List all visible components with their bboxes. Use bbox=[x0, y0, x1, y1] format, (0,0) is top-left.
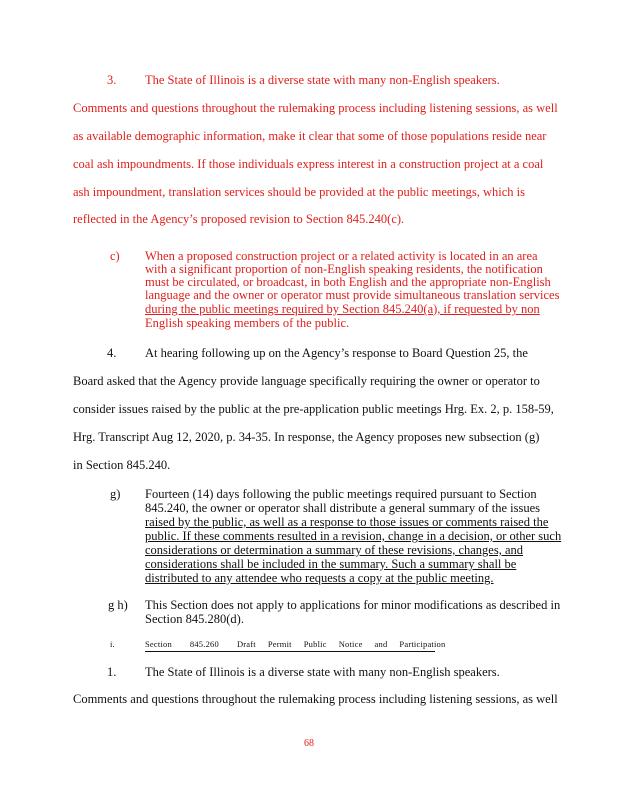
subsection-label: g) bbox=[110, 487, 121, 501]
paragraph-line: consider issues raised by the public at the pre-application public meetings Hrg. Ex. 2, p. 158-59, bbox=[73, 402, 554, 416]
subsection-line: with a significant proportion of non-English speaking residents, the notification bbox=[145, 262, 543, 276]
paragraph-line: Board asked that the Agency provide language specifically requiring the owner or operator to bbox=[73, 374, 540, 388]
subsection-line: language and the owner or operator must provide simultaneous translation services bbox=[145, 288, 560, 302]
item-number: 1. bbox=[107, 665, 117, 679]
paragraph-line: reflected in the Agency’s proposed revision to Section 845.240(c). bbox=[73, 212, 405, 226]
subsection-line: This Section does not apply to applications for minor modifications as described in bbox=[145, 598, 561, 612]
heading-word: Permit bbox=[267, 639, 292, 649]
paragraph-line: The State of Illinois is a diverse state with many non-English speakers. bbox=[145, 73, 500, 87]
heading-word: 845.260 bbox=[189, 639, 219, 649]
subsection-label: c) bbox=[110, 249, 120, 263]
heading-word: Draft bbox=[236, 639, 256, 649]
subsection-line: Fourteen (14) days following the public meetings required pursuant to Section bbox=[145, 487, 537, 501]
paragraph-line: in Section 845.240. bbox=[73, 458, 171, 472]
subsection-line-inserted: during the public meetings required by Section 845.240(a), if requested by non bbox=[145, 302, 540, 316]
section-heading bbox=[145, 637, 445, 651]
subsection-line: 845.240, the owner or operator shall distribute a general summary of the issues bbox=[145, 501, 541, 515]
heading-word: Notice bbox=[338, 639, 363, 649]
subsection-line-inserted: considerations or determination a summary of these revisions, changes, and bbox=[145, 543, 524, 557]
item-number: 3. bbox=[107, 73, 117, 87]
subsection-line-inserted: public. If these comments resulted in a revision, change in a decision, or other such bbox=[145, 529, 562, 543]
paragraph-line: The State of Illinois is a diverse state with many non-English speakers. bbox=[145, 665, 500, 679]
paragraph-line: as available demographic information, make it clear that some of those populations reside near bbox=[73, 129, 547, 143]
subsection-label: g h) bbox=[108, 598, 128, 612]
heading-word: and bbox=[374, 639, 388, 649]
subsection-line-inserted: considerations shall be included in the summary. Such a summary shall be bbox=[145, 557, 517, 571]
heading-word: Section bbox=[145, 639, 172, 649]
subsection-line: Section 845.280(d). bbox=[145, 612, 244, 626]
item-number: 4. bbox=[107, 346, 117, 360]
heading-rule bbox=[145, 651, 435, 652]
subsection-line: When a proposed construction project or a related activity is located in an area bbox=[145, 249, 538, 263]
paragraph-line: ash impoundment, translation services should be provided at the public meetings, which is bbox=[73, 185, 525, 199]
paragraph-line: coal ash impoundments. If those individuals express interest in a construction project at a coal bbox=[73, 157, 544, 171]
subsection-line-inserted: distributed to any attendee who requests a copy at the public meeting. bbox=[145, 571, 494, 585]
paragraph-line: Hrg. Transcript Aug 12, 2020, p. 34-35. In response, the Agency proposes new subsection (g) bbox=[73, 430, 540, 444]
heading-word: Public bbox=[303, 639, 327, 649]
heading-label: i. bbox=[110, 639, 115, 649]
subsection-line-inserted: raised by the public, as well as a response to those issues or comments raised the bbox=[145, 515, 549, 529]
subsection-line: English speaking members of the public. bbox=[145, 316, 350, 330]
paragraph-line: Comments and questions throughout the rulemaking process including listening sessions, as well bbox=[73, 692, 558, 706]
heading-word: Participation bbox=[399, 639, 446, 649]
subsection-line: must be circulated, or broadcast, in both English and the appropriate non-English bbox=[145, 275, 551, 289]
paragraph-line: At hearing following up on the Agency’s response to Board Question 25, the bbox=[145, 346, 528, 360]
paragraph-line: Comments and questions throughout the rulemaking process including listening sessions, as well bbox=[73, 101, 558, 115]
page-number: 68 bbox=[304, 738, 314, 749]
